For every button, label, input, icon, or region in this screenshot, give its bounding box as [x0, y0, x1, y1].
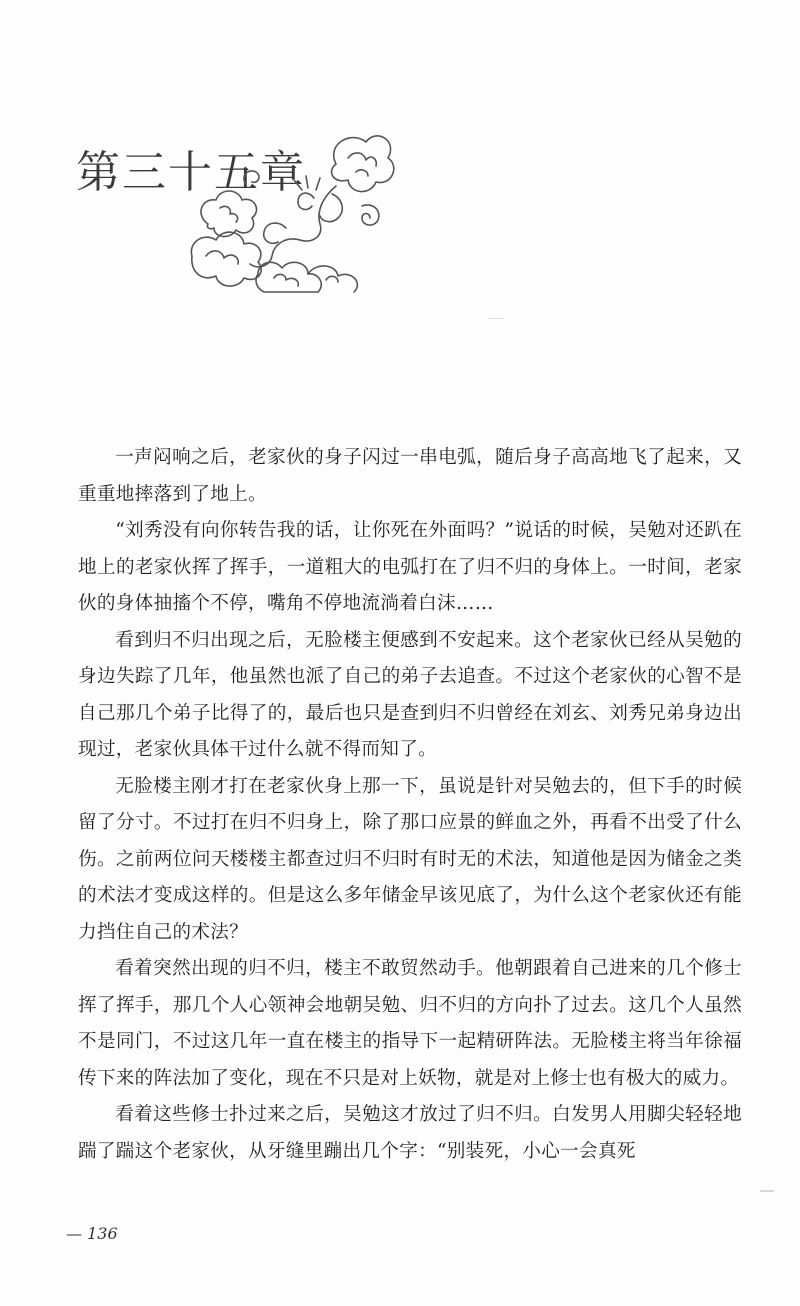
- paragraph: 一声闷响之后，老家伙的身子闪过一串电弧，随后身子高高地飞了起来，又重重地摔落到了地上。: [78, 447, 742, 505]
- dragon-cloud-ornament-icon: [186, 124, 396, 294]
- scan-speck: [760, 1190, 774, 1192]
- paragraph: 看着突然出现的归不归，楼主不敢贸然动手。他朝跟着自己进来的几个修士挥了挥手，那几个人心领神会地朝吴勉、归不归的方向扑了过去。这几个人虽然不是同门，不过这几年一直在楼主的指导下一起精研阵法。无脸楼主将当年徐福传下来的阵法加了变化，现在不只是对上妖物，就是对上修士也有极大的威力。: [78, 958, 742, 1089]
- paragraph: 看到归不归出现之后，无脸楼主便感到不安起来。这个老家伙已经从吴勉的身边失踪了几年，他虽然也派了自己的弟子去追查。不过这个老家伙的心智不是自己那几个弟子比得了的，最后也只是查到归不归曾经在刘玄、刘秀兄弟身边出现过，老家伙具体干过什么就不得而知了。: [78, 629, 742, 760]
- paragraph: “刘秀没有向你转告我的话，让你死在外面吗？”说话的时候，吴勉对还趴在地上的老家伙挥了挥手，一道粗大的电弧打在了归不归的身体上。一时间，老家伙的身体抽搐个不停，嘴角不停地流淌着白沫……: [78, 520, 742, 614]
- page-mark: [488, 318, 504, 319]
- paragraph: 看着这些修士扑过来之后，吴勉这才放过了归不归。白发男人用脚尖轻轻地踹了踹这个老家伙，从牙缝里蹦出几个字：“别装死，小心一会真死: [78, 1104, 742, 1162]
- page-number: — 136: [66, 1224, 118, 1243]
- chapter-body: [78, 440, 742, 1170]
- chapter-title: 第三十五章: [76, 147, 306, 198]
- paragraph: 无脸楼主刚才打在老家伙身上那一下，虽说是针对吴勉去的，但下手的时候留了分寸。不过打在归不归身上，除了那口应景的鲜血之外，再看不出受了什么伤。之前两位问天楼楼主都查过归不归时有时无的术法，知道他是因为储金之类的术法才变成这样的。但是这么多年储金早该见底了，为什么这个老家伙还有能力挡住自己的术法？: [78, 775, 742, 943]
